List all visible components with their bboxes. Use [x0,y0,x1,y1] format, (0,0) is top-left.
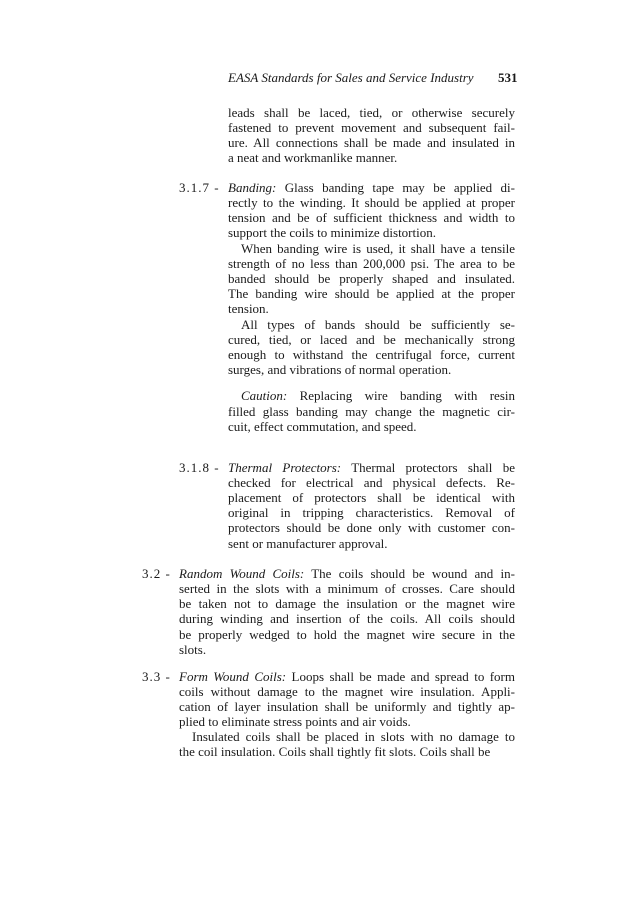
running-title: EASA Standards for Sales and Service Industry [228,70,474,85]
text-line [179,566,515,581]
line-text: The coils should be wound and in- [304,566,515,581]
text-line: When banding wire is used, it shall have a tensile [241,241,515,256]
text-line: during winding and insertion of the coils. All coils should [179,611,515,626]
text-line: cured, tied, or laced and be mechanically strong [228,332,515,347]
text-line: plied to eliminate stress points and air voids. [179,714,411,729]
text-line: tension. [228,301,269,316]
text-line: coils without damage to the magnet wire insulation. Appli- [179,684,515,699]
text-line: placement of protectors shall be identical with [228,490,515,505]
section-number: 3.1.8 - [179,460,220,475]
text-line: All types of bands should be sufficiently se- [241,317,515,332]
text-line: rectly to the winding. It should be applied at proper [228,195,515,210]
page-number: 531 [498,70,518,85]
text-line [179,669,515,684]
text-line: The banding wire should be applied at the proper [228,286,515,301]
text-line: sent or manufacturer approval. [228,536,388,551]
line-text: Thermal protectors shall be [341,460,515,475]
text-line: be taken not to damage the insulation or the magnet wire [179,596,515,611]
line-text: Glass banding tape may be applied di- [276,180,515,195]
text-line: original in tripping characteristics. Removal of [228,505,515,520]
line-text: Replacing wire banding with resin [287,388,515,403]
text-line: ure. All connections shall be made and insulated in [228,135,515,150]
text-line: tension and be of sufficient thickness and width to [228,210,515,225]
text-line: strength of no less than 200,000 psi. The area to be [228,256,515,271]
text-line: the coil insulation. Coils shall tightly fit slots. Coils shall be [179,744,491,759]
text-line: support the coils to minimize distortion. [228,225,436,240]
section-term: Random Wound Coils: [179,566,305,581]
text-line: surges, and vibrations of normal operation. [228,362,452,377]
section-term: Banding: [228,180,277,195]
text-line: a neat and workmanlike manner. [228,150,398,165]
text-line: Insulated coils shall be placed in slots with no damage to [192,729,515,744]
text-line: leads shall be laced, tied, or otherwise securely [228,105,515,120]
section-number: 3.2 - [142,566,171,581]
text-line: banded should be properly shaped and insulated. [228,271,515,286]
text-line: checked for electrical and physical defects. Re- [228,475,515,490]
text-line [228,180,515,195]
text-line: cation of layer insulation shall be uniformly and tightly ap- [179,699,515,714]
section-number: 3.3 - [142,669,171,684]
text-line: cuit, effect commutation, and speed. [228,419,417,434]
text-line: filled glass banding may change the magnetic cir- [228,404,515,419]
section-number: 3.1.7 - [179,180,220,195]
text-line: fastened to prevent movement and subsequent fail- [228,120,515,135]
line-text: Loops shall be made and spread to form [286,669,515,684]
text-line: slots. [179,642,207,657]
text-line: serted in the slots with a minimum of crosses. Care should [179,581,515,596]
text-line: enough to withstand the centrifugal force, current [228,347,515,362]
text-line [241,388,515,403]
section-term: Caution: [241,388,288,403]
text-line [228,460,515,475]
text-line: be properly wedged to hold the magnet wire secure in the [179,627,515,642]
text-line: protectors should be done only with customer con- [228,520,515,535]
section-term: Thermal Protectors: [228,460,342,475]
section-term: Form Wound Coils: [179,669,287,684]
